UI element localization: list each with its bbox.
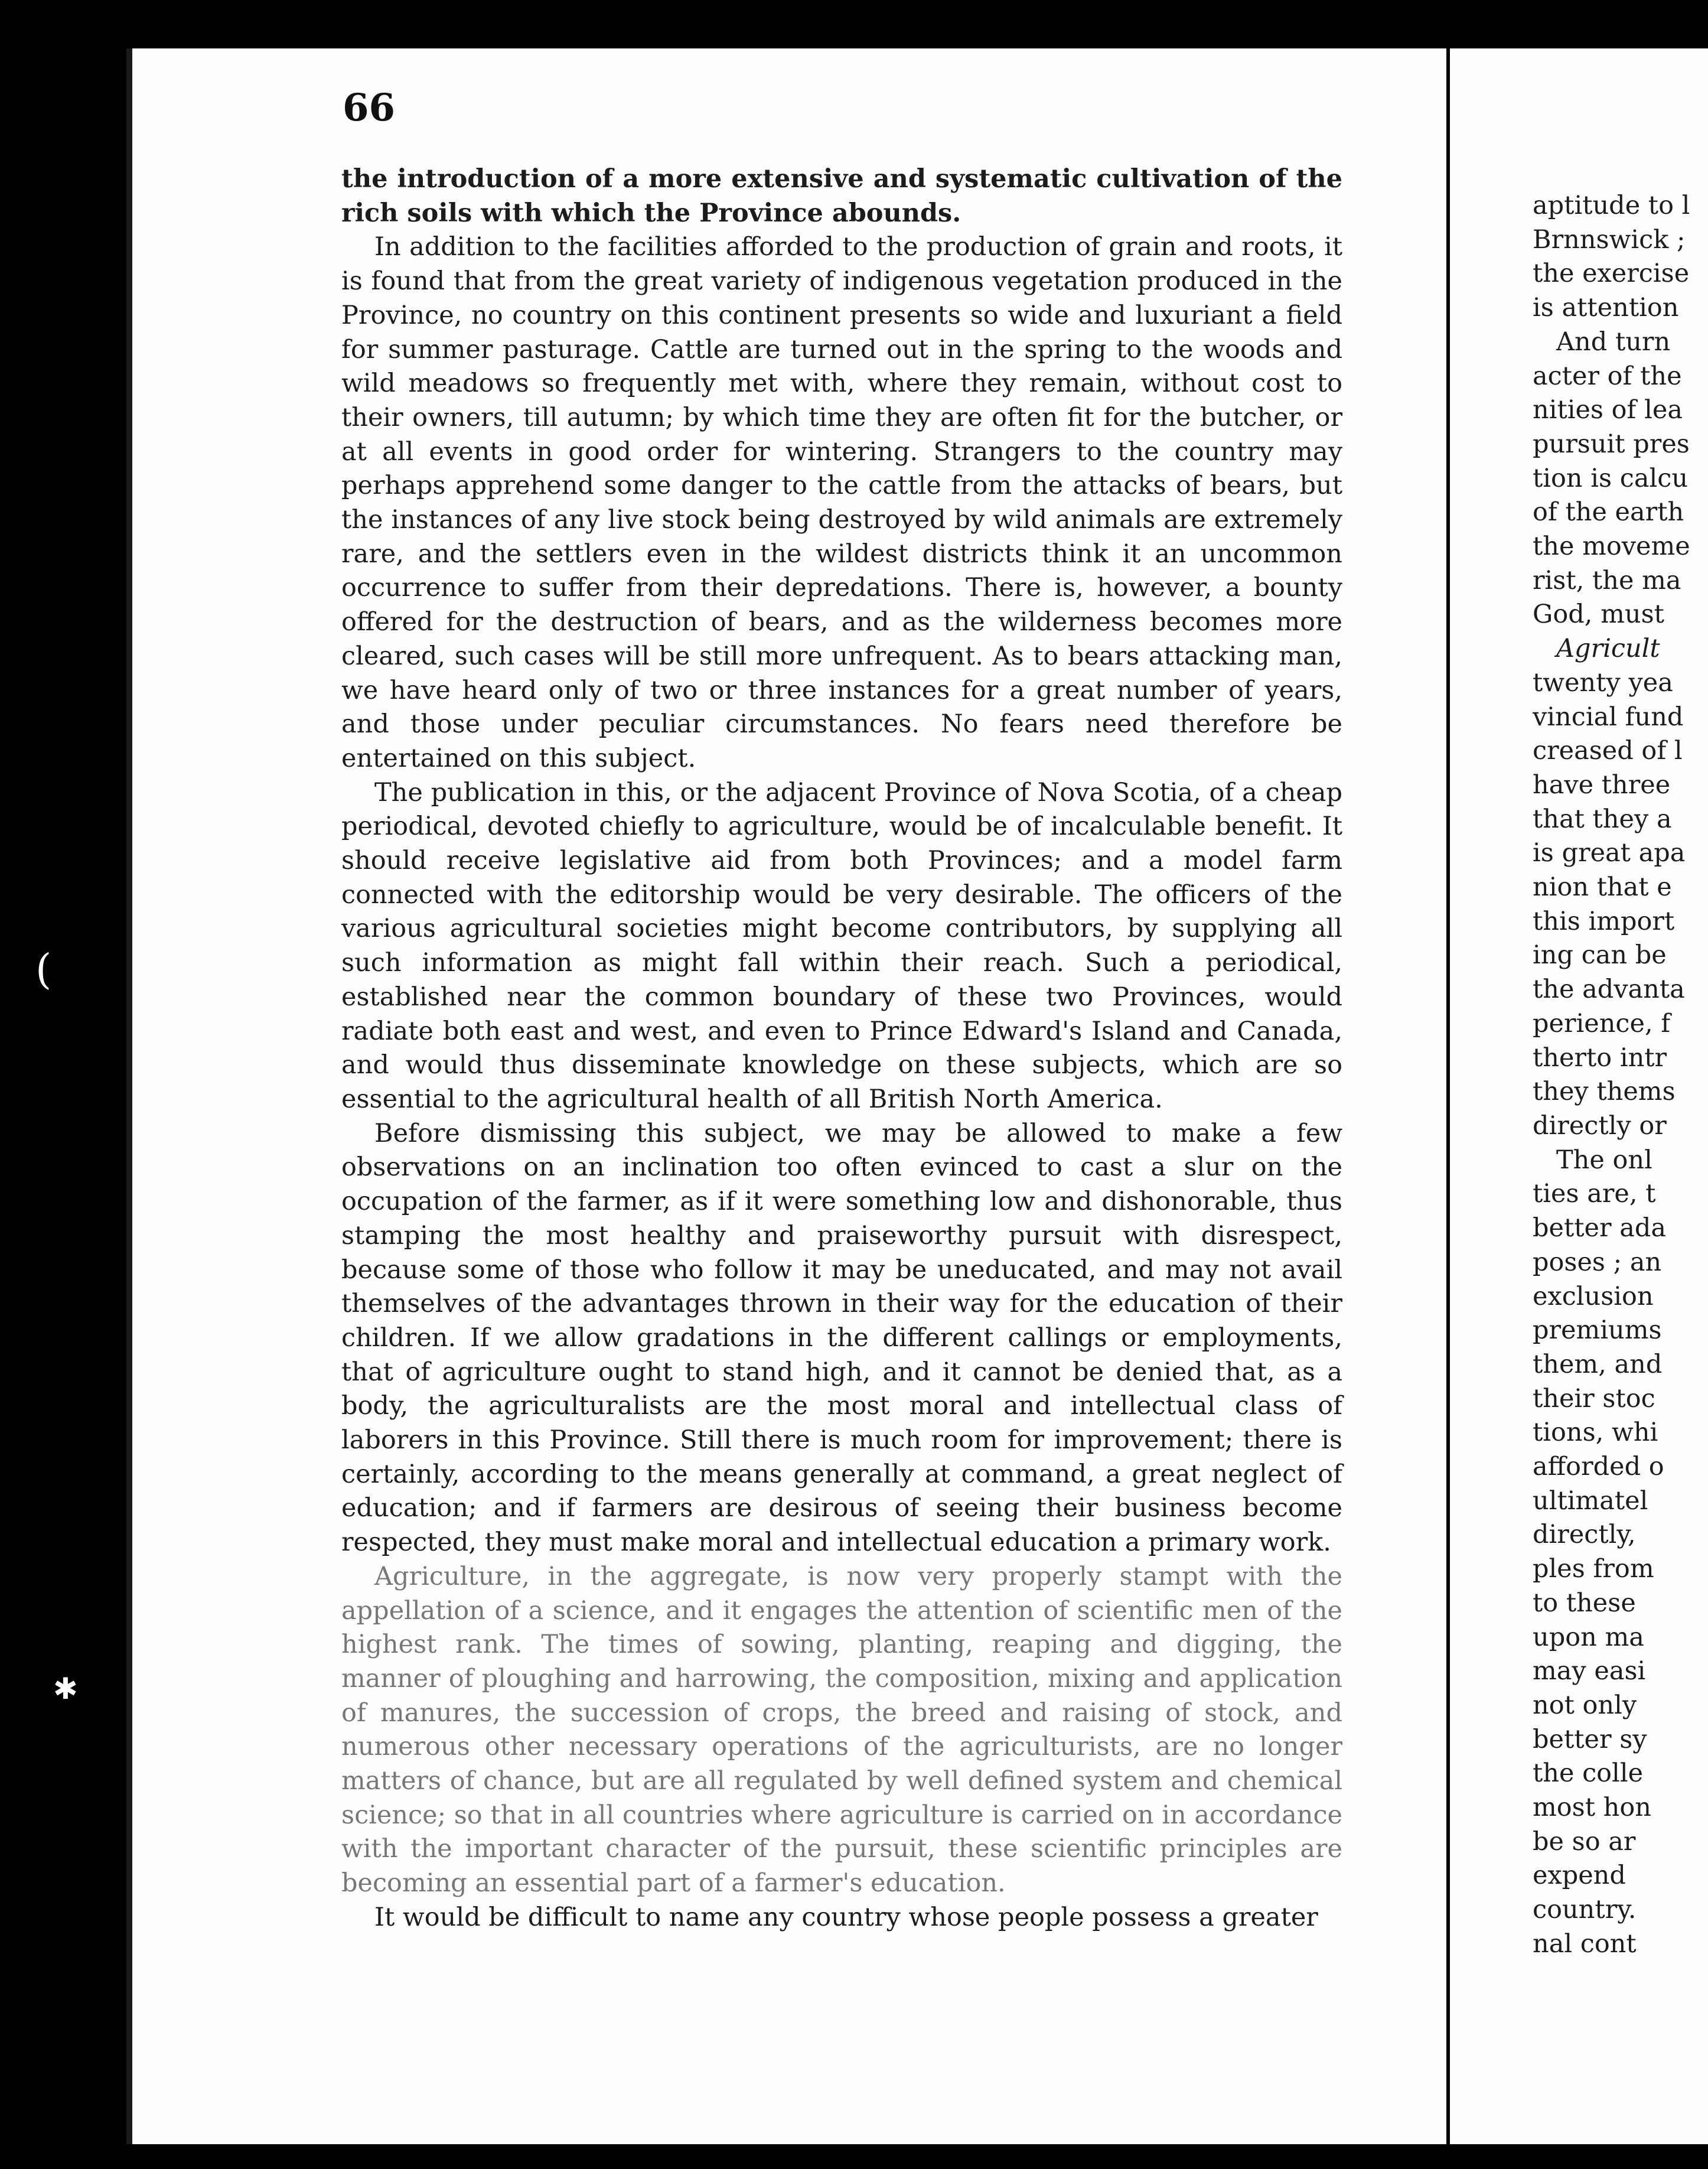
text-line: their stoc (1533, 1383, 1655, 1414)
text-line: Brnnswick ; (1533, 224, 1686, 255)
text-line: most hon (1533, 1793, 1651, 1823)
text-line: the moveme (1533, 532, 1690, 562)
text-line: The onl (1556, 1145, 1652, 1175)
paragraph: Agriculture, in the aggregate, is now very properly stampt with the appellation of a science, and it engages the attention of scientific men of the highest rank. The times of sowing, planting, reaping and digging, the manner of ploughing and harrowing, the composition, mixing and application of manures, the succession of crops, the breed and raising of stock, and numerous other necessary operations of the agriculturists, are no longer matters of chance, but are all regulated by well defined system and chemical science; so that in all countries where agriculture is carried on in accordance with the important character of the pursuit, these scientific principles are becoming an essential part of a farmer's education. (341, 1561, 1342, 1898)
text-line: poses ; an (1533, 1247, 1662, 1277)
text-line: pursuit pres (1533, 429, 1690, 459)
text-line: ples from (1533, 1554, 1654, 1584)
text-line: exclusion (1533, 1281, 1654, 1311)
text-line: directly, (1533, 1520, 1636, 1550)
text-line: directly or (1533, 1110, 1667, 1141)
text-line: twenty yea (1533, 667, 1673, 698)
scan-speck: ✱ (53, 1672, 78, 1706)
text-line: this import (1533, 906, 1675, 936)
paragraph: The publication in this, or the adjacent Province of Nova Scotia, of a cheap periodical, devoted chiefly to agriculture, would be of incalculable benefit. It should receive legislative aid from both Provinces; and a model farm connected with the editorship would be very desirable. The officers of the various agricultural societies might become contributors, by supplying all such information as might fall within their reach. Such a periodical, established near the common boundary of these two Provinces, would radiate both east and west, and even to Prince Edward's Island and Canada, and would thus disseminate knowledge on these subjects, which are so essential to the agricultural health of all British North America. (341, 777, 1342, 1114)
text-line: nities of lea (1533, 395, 1683, 425)
text-line: is great apa (1533, 838, 1686, 868)
text-line: vincial fund (1533, 702, 1684, 732)
text-line: ing can be (1533, 940, 1667, 970)
right-page-body (1533, 189, 1708, 1962)
text-line: therto intr (1533, 1043, 1667, 1073)
paragraph: It would be difficult to name any country whose people possess a greater (374, 1902, 1318, 1932)
text-line: nal cont (1533, 1929, 1637, 1959)
text-line: afforded o (1533, 1452, 1664, 1482)
text-line: better sy (1533, 1724, 1647, 1754)
text-line: better ada (1533, 1213, 1667, 1243)
text-line: And turn (1556, 327, 1671, 357)
text-line: expend (1533, 1861, 1626, 1891)
text-line: of the earth (1533, 497, 1684, 527)
text-line: ultimatel (1533, 1486, 1648, 1516)
text-line: to these (1533, 1588, 1636, 1618)
text-line: them, and (1533, 1349, 1663, 1379)
text-line: that they a (1533, 804, 1672, 834)
text-line: not only (1533, 1690, 1637, 1720)
scan-speck: ( (35, 945, 52, 994)
text-line: have three (1533, 770, 1671, 800)
text-line: country. (1533, 1895, 1637, 1925)
text-line: the colle (1533, 1758, 1644, 1789)
left-page-body (341, 162, 1342, 1935)
text-line: premiums (1533, 1315, 1662, 1346)
text-line: perience, f (1533, 1008, 1671, 1038)
text-line: upon ma (1533, 1622, 1644, 1652)
text-line: the advanta (1533, 975, 1685, 1005)
text-line: is attention (1533, 293, 1679, 323)
text-line: acter of the (1533, 361, 1682, 391)
text-line: God, must (1533, 600, 1664, 630)
text-line: they thems (1533, 1077, 1676, 1107)
paragraph: In addition to the facilities afforded to the production of grain and roots, it is found that from the great variety of indigenous vegetation produced in the Province, no country on this continent presents so wide and luxuriant a field for summer pasturage. Cattle are turned out in the spring to the woods and wild meadows so frequently met with, where they remain, without cost to their owners, till autumn; by which time they are often fit for the butcher, or at all events in good order for wintering. Strangers to the country may perhaps apprehend some danger to the cattle from the attacks of bears, but the instances of any live stock being destroyed by wild animals are extremely rare, and the settlers even in the wildest districts think it an uncommon occurrence to suffer from their depredations. There is, however, a bounty offered for the destruction of bears, and as the wilderness becomes more cleared, such cases will be still more unfrequent. As to bears attacking man, we have heard only of two or three instances for a great number of years, and those under peculiar circumstances. No fears need therefore be entertained on this subject. (341, 232, 1342, 773)
text-line: may easi (1533, 1656, 1646, 1686)
paragraph: the introduction of a more extensive and systematic cultivation of the rich soils with which the Province abounds. (341, 164, 1342, 228)
text-line: rist, the ma (1533, 565, 1681, 595)
text-line: creased of l (1533, 736, 1683, 766)
text-line: tion is calcu (1533, 463, 1689, 493)
paragraph: Before dismissing this subject, we may be allowed to make a few observations on an inclination too often evinced to cast a slur on the occupation of the farmer, as if it were something low and dishonorable, thus stamping the most healthy and praiseworthy pursuit with disrespect, because some of those who follow it may be uneducated, and may not avail themselves of the advantages thrown in their way for the education of their children. If we allow gradations in the different callings or employments, that of agriculture ought to stand high, and it cannot be denied that, as a body, the agriculturalists are the most moral and intellectual class of laborers in this Province. Still there is much room for improvement; there is certainly, according to the means generally at command, a great neglect of education; and if farmers are desirous of seeing their business become respected, they must make moral and intellectual education a primary work. (341, 1118, 1342, 1558)
text-line: the exercise (1533, 259, 1690, 289)
text-line: ties are, t (1533, 1179, 1656, 1209)
page-number: 66 (343, 86, 396, 130)
text-line: Agricult (1556, 634, 1660, 664)
text-line: aptitude to l (1533, 191, 1690, 220)
text-line: nion that e (1533, 872, 1672, 903)
text-line: tions, whi (1533, 1418, 1658, 1448)
text-line: be so ar (1533, 1826, 1636, 1857)
